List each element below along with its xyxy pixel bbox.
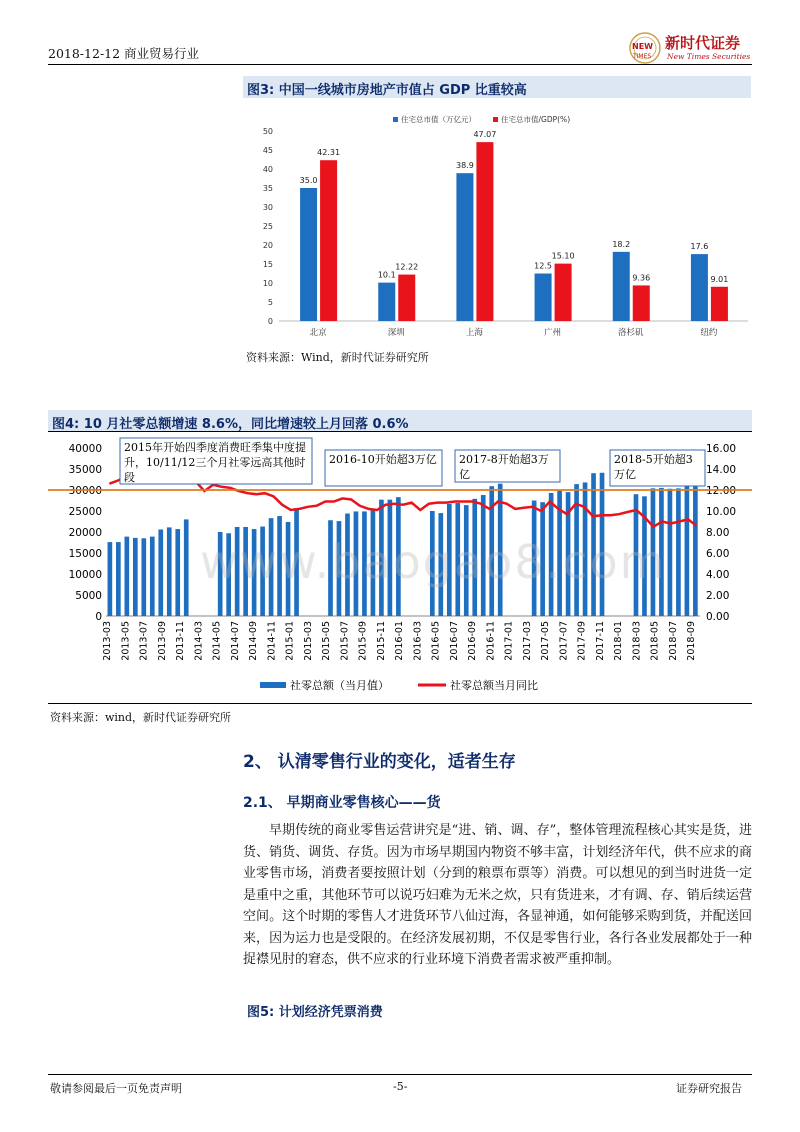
bar (133, 538, 138, 616)
x-tick-label: 2016-05 (430, 621, 442, 661)
x-tick-label: 2016-09 (467, 621, 478, 661)
x-tick-label: 2016-07 (448, 621, 460, 661)
data-label: 18.2 (612, 239, 631, 249)
right-y-tick-label: 8.00 (706, 527, 730, 539)
y-tick-label: 35 (262, 184, 273, 193)
bar (300, 188, 317, 321)
legend-swatch (493, 117, 498, 122)
right-y-tick-label: 2.00 (706, 590, 730, 602)
y-tick-label: 20 (262, 241, 273, 250)
x-tick-label: 2014-07 (229, 621, 241, 661)
x-tick-label: 2013-09 (156, 621, 168, 661)
y-tick-label: 45 (262, 146, 273, 155)
right-y-tick-label: 10.00 (706, 506, 737, 518)
x-tick-label: 2017-11 (594, 621, 606, 661)
left-y-tick-label: 40000 (68, 443, 102, 455)
data-label: 10.1 (377, 270, 396, 280)
data-label: 47.07 (473, 130, 497, 140)
watermark: www.baogao8.com (200, 535, 667, 589)
bar (476, 142, 493, 321)
logo-emblem-icon (627, 30, 665, 66)
annotation-text: 2016-10开始超3万亿 (329, 453, 437, 466)
figure4-source: 资料来源：wind，新时代证券研究所 (50, 711, 232, 724)
x-tick-label: 2013-07 (138, 621, 150, 661)
legend-swatch (393, 117, 398, 122)
bar (184, 519, 189, 616)
legend-label: 住宅总市值/GDP(%) (501, 115, 571, 124)
figure3-chart (243, 100, 752, 346)
right-y-tick-label: 12.00 (706, 485, 737, 497)
figure5-title: 图5: 计划经济凭票消费 (247, 1005, 383, 1020)
x-tick-label: 2016-11 (485, 621, 497, 661)
bar (398, 275, 415, 321)
x-tick-label: 2018-03 (631, 621, 643, 661)
x-tick-label: 2018-09 (686, 621, 697, 661)
y-tick-label: 0 (267, 317, 273, 326)
bar (555, 264, 572, 321)
bar (535, 274, 552, 322)
x-tick-label: 2015-11 (375, 621, 387, 661)
data-label: 17.6 (690, 242, 709, 252)
figure4-bottom-rule (48, 703, 752, 704)
left-y-tick-label: 0 (95, 611, 102, 623)
x-tick-label: 2015-01 (284, 621, 296, 661)
bar (108, 542, 113, 616)
figure3-title: 图3: 中国一线城市房地产市值占 GDP 比重较高 (243, 76, 751, 98)
bar (693, 474, 698, 616)
logo-name-cn: 新时代证券 (665, 34, 741, 52)
legend-label: 住宅总市值（万亿元） (401, 115, 476, 124)
left-y-tick-label: 5000 (75, 590, 102, 602)
x-tick-label: 上海 (465, 328, 483, 338)
x-tick-label: 2017-09 (576, 621, 588, 661)
footer-rule (48, 1074, 752, 1075)
body-paragraph: 早期传统的商业零售运营讲究是“进、销、调、存”，整体管理流程核心其实是货，进货、销货、调货、存货。因为市场早期国内物资不够丰富，计划经济年代，供不应求的商业零售市场，消费者要按照计划（分到的粮票布票等）消费。可以想见的到当时进货一定是重中之重，其他环节可以说巧妇难为无米之炊，只有货进来，才有调、存、销后续运营空间。这个时期的零售人才进货环节八仙过海，各显神通，如何能够采购到货，并配送回来，因为运力也是受限的。在经济发展初期，不仅是零售行业，各行各业发展都处于一种捉襟见肘的窘态，供不应求的行业环境下消费者需求被严重抑制。 (243, 823, 752, 967)
annotation-text: 2017-8开始超3万亿 (459, 453, 549, 481)
annotation-text-frame (329, 452, 440, 486)
data-label: 12.5 (534, 261, 552, 271)
x-tick-label: 2015-07 (339, 621, 351, 661)
right-y-tick-label: 0.00 (706, 611, 730, 623)
x-tick-label: 2014-11 (266, 621, 278, 661)
right-y-tick-label: 4.00 (706, 569, 730, 581)
x-tick-label: 2018-01 (613, 621, 624, 661)
x-tick-label: 2016-01 (394, 621, 405, 661)
logo-name-en: New Times Securities (667, 52, 751, 61)
footer-report-type: 证券研究报告 (676, 1082, 742, 1095)
bar (320, 160, 337, 321)
bar (141, 538, 146, 616)
x-tick-label: 2017-07 (558, 621, 570, 661)
legend-label: 社零总额当月同比 (450, 679, 538, 692)
company-logo (627, 30, 757, 66)
x-tick-label: 2013-05 (120, 621, 132, 661)
svg-text:NEW: NEW (632, 42, 653, 51)
y-tick-label: 5 (267, 298, 273, 307)
bar (685, 479, 690, 616)
x-tick-label: 北京 (309, 328, 327, 338)
bar (378, 283, 395, 321)
left-y-tick-label: 20000 (68, 527, 102, 539)
x-tick-label: 2013-03 (102, 621, 113, 661)
x-tick-label: 2018-05 (649, 621, 661, 661)
legend-label: 社零总额（当月值） (290, 679, 389, 692)
x-tick-label: 广州 (544, 328, 562, 338)
bar (676, 488, 681, 616)
data-label: 15.10 (551, 251, 575, 261)
y-tick-label: 15 (262, 260, 273, 269)
left-y-tick-label: 35000 (68, 464, 102, 476)
x-tick-label: 2017-03 (521, 621, 533, 661)
subsection-heading: 2.1、 早期商业零售核心——货 (243, 795, 441, 811)
bar (158, 529, 163, 616)
annotation-text: 2015年开始四季度消费旺季集中度提升，10/11/12三个月社零远高其他时段 (124, 441, 306, 484)
bar (167, 527, 172, 616)
section-heading: 2、 认清零售行业的变化，适者生存 (243, 752, 516, 772)
bar (456, 173, 473, 321)
x-tick-label: 深圳 (387, 328, 405, 338)
bar (124, 537, 129, 616)
left-y-tick-label: 10000 (68, 569, 102, 581)
x-tick-label: 2015-09 (357, 621, 369, 661)
svg-text:TIMES: TIMES (633, 53, 652, 60)
y-tick-label: 50 (262, 127, 273, 136)
bar (711, 287, 728, 321)
header-rule (48, 64, 752, 65)
header-left: 2018-12-12 商业贸易行业 (48, 46, 200, 61)
data-label: 35.0 (299, 176, 318, 185)
page-number: -5- (393, 1080, 408, 1093)
footer-disclaimer: 敬请参阅最后一页免责声明 (50, 1082, 182, 1095)
annotation-text-frame (124, 440, 310, 484)
right-y-tick-label: 6.00 (706, 548, 730, 560)
x-tick-label: 2015-03 (302, 621, 314, 661)
x-tick-label: 2017-01 (503, 621, 515, 661)
data-label: 38.9 (456, 161, 474, 171)
bar (175, 529, 180, 616)
figure3-source: 资料来源：Wind，新时代证券研究所 (246, 351, 429, 364)
data-label: 42.31 (317, 148, 341, 158)
right-y-tick-label: 14.00 (706, 464, 737, 476)
x-tick-label: 2014-03 (193, 621, 205, 661)
x-tick-label: 2018-07 (667, 621, 679, 661)
data-label: 12.22 (395, 262, 419, 272)
x-tick-label: 2015-05 (321, 621, 332, 661)
x-tick-label: 2014-05 (211, 621, 223, 661)
annotation-text-frame (459, 452, 558, 482)
y-tick-label: 30 (262, 203, 273, 212)
bar (116, 542, 121, 616)
right-y-tick-label: 16.00 (706, 443, 737, 455)
annotation-text-frame (614, 452, 703, 486)
data-label: 9.36 (632, 273, 651, 283)
left-y-tick-label: 30000 (68, 485, 102, 497)
left-y-tick-label: 15000 (68, 548, 102, 560)
legend-swatch (260, 682, 286, 688)
bar (668, 489, 673, 616)
x-tick-label: 2013-11 (175, 621, 186, 661)
x-tick-label: 2016-03 (412, 621, 424, 661)
x-tick-label: 洛杉矶 (617, 328, 644, 338)
data-label: 9.01 (710, 274, 729, 284)
annotation-text: 2018-5开始超3万亿 (614, 453, 693, 481)
x-tick-label: 纽约 (700, 328, 718, 338)
y-tick-label: 10 (262, 279, 273, 288)
left-y-tick-label: 25000 (68, 506, 102, 518)
bar (613, 252, 630, 321)
y-tick-label: 40 (262, 165, 273, 174)
bar (150, 537, 155, 616)
x-tick-label: 2014-09 (248, 621, 259, 661)
x-tick-label: 2017-05 (540, 621, 551, 661)
figure4-title: 图4: 10 月社零总额增速 8.6%，同比增速较上月回落 0.6% (48, 410, 752, 431)
bar (633, 285, 650, 321)
bar (691, 254, 708, 321)
y-tick-label: 25 (262, 222, 273, 231)
